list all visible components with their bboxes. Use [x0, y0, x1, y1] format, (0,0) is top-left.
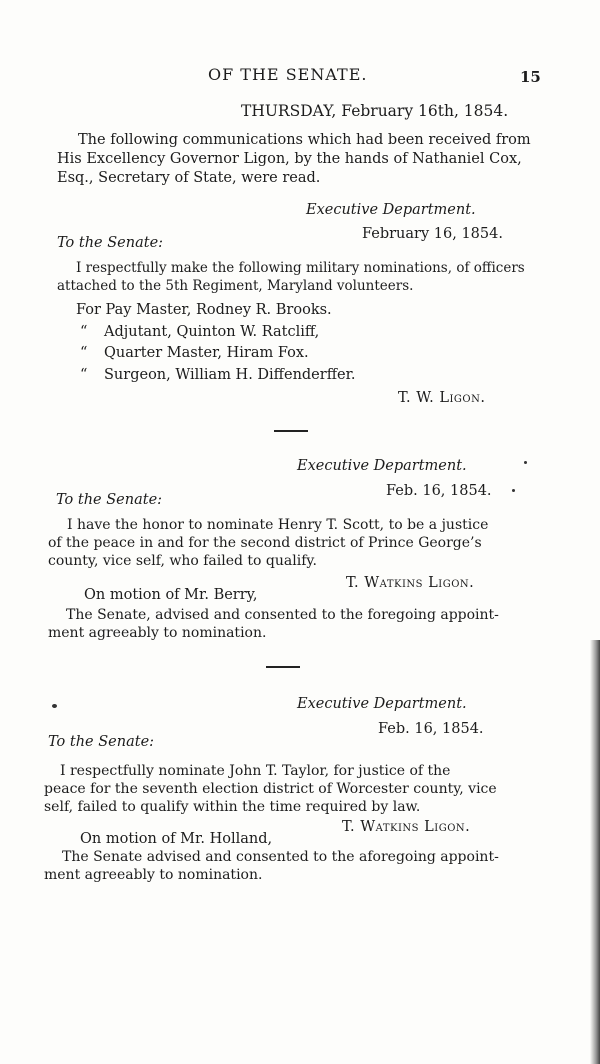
running-title: OF THE SENATE. [208, 65, 368, 84]
communication-date: Feb. 16, 1854. [386, 483, 492, 499]
section-divider [274, 430, 308, 432]
ink-speck [524, 461, 527, 464]
body-line: peace for the seventh election district of Worcester county, vice [44, 781, 497, 797]
communication-date: Feb. 16, 1854. [378, 721, 484, 737]
ditto-mark: “ [80, 345, 88, 361]
executive-heading: Executive Department. [297, 458, 467, 474]
ink-speck [52, 704, 57, 708]
result-line: The Senate, advised and consented to the foregoing appoint- [66, 607, 499, 623]
page-number: 15 [520, 68, 541, 86]
section-divider [266, 666, 300, 668]
body-line: I respectfully make the following military nominations, of officers [76, 260, 525, 276]
nomination-text: Adjutant, Quinton W. Ratcliff, [104, 324, 320, 340]
nomination-text: For Pay Master, Rodney R. Brooks. [76, 302, 332, 318]
body-line: county, vice self, who failed to qualify. [48, 553, 317, 569]
motion-line: On motion of Mr. Berry, [84, 587, 258, 603]
body-line: I respectfully nominate John T. Taylor, for justice of the [60, 763, 451, 779]
signature: T. Watkins Ligon. [342, 819, 471, 835]
nomination-text: Surgeon, William H. Diffenderffer. [104, 367, 356, 383]
result-line: The Senate advised and consented to the aforegoing appoint- [62, 849, 499, 865]
date-line: THURSDAY, February 16th, 1854. [241, 102, 509, 120]
body-line: attached to the 5th Regiment, Maryland volunteers. [57, 278, 414, 294]
salutation: To the Senate: [56, 492, 163, 508]
intro-line: Esq., Secretary of State, were read. [57, 170, 321, 186]
ditto-mark: “ [80, 367, 88, 383]
executive-heading: Executive Department. [297, 696, 467, 712]
result-line: ment agreeably to nomination. [48, 625, 267, 641]
salutation: To the Senate: [57, 235, 164, 251]
motion-line: On motion of Mr. Holland, [80, 831, 273, 847]
communication-date: February 16, 1854. [362, 226, 503, 242]
nomination-text: Quarter Master, Hiram Fox. [104, 345, 309, 361]
page-edge-shadow [590, 640, 600, 1064]
ditto-mark: “ [80, 324, 88, 340]
body-line: self, failed to qualify within the time required by law. [44, 799, 421, 815]
executive-heading: Executive Department. [306, 202, 476, 218]
body-line: of the peace in and for the second district of Prince George’s [48, 535, 482, 551]
ink-speck [512, 489, 515, 492]
result-line: ment agreeably to nomination. [44, 867, 263, 883]
body-line: I have the honor to nominate Henry T. Scott, to be a justice [67, 517, 489, 533]
salutation: To the Senate: [48, 734, 155, 750]
intro-line: The following communications which had been received from [78, 132, 531, 148]
signature: T. Watkins Ligon. [346, 575, 475, 591]
signature: T. W. Ligon. [398, 390, 486, 406]
intro-line: His Excellency Governor Ligon, by the hands of Nathaniel Cox, [57, 151, 522, 167]
